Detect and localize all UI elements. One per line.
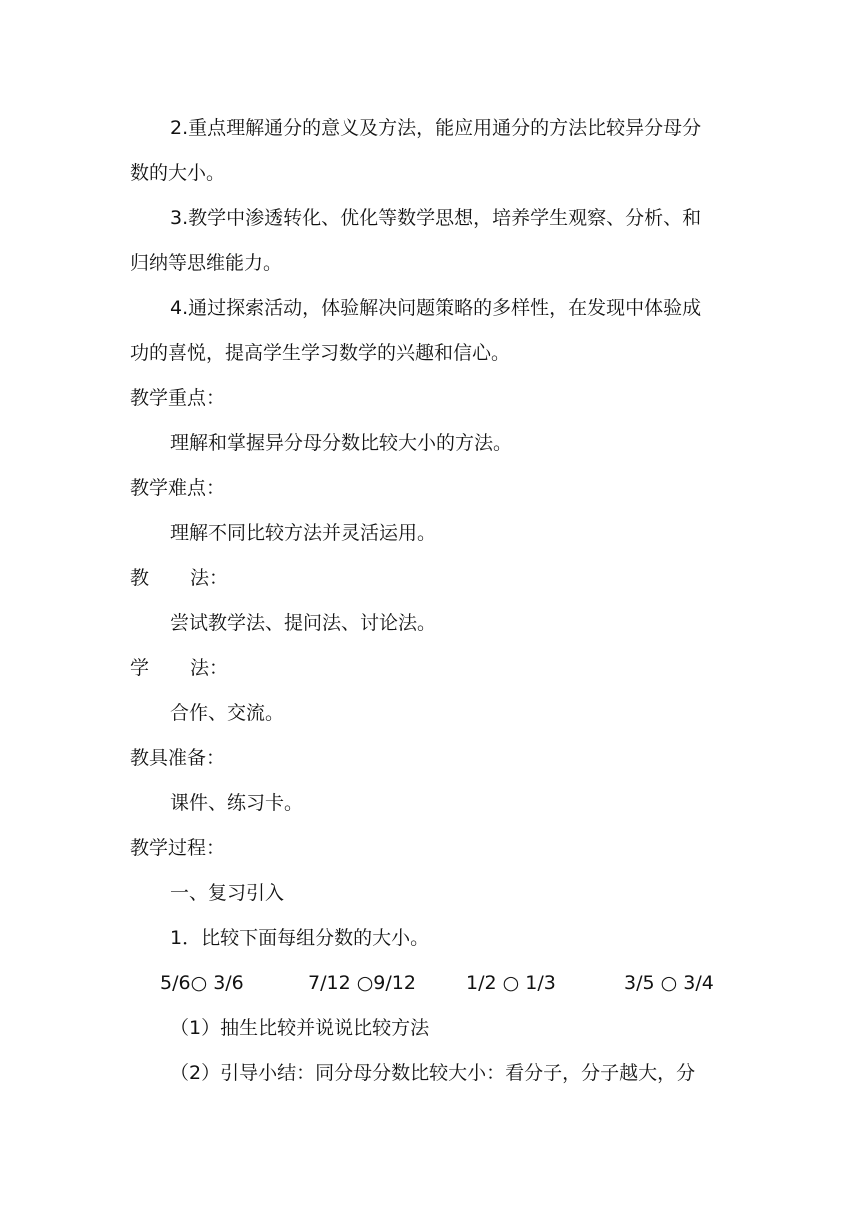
objective-4-line-2: 功的喜悦，提高学生学习数学的兴趣和信心。 [130,342,511,364]
objective-3-line-2: 归纳等思维能力。 [130,252,283,274]
fraction-pair-2: 7/12 ○9/12 [308,972,416,994]
learning-method-label-char: 学 [130,657,150,679]
learning-method-text: 合作、交流。 [170,702,285,724]
fraction-pair-4: 3/5 ○ 3/4 [624,972,714,994]
teaching-method-label-suffix: 法： [190,567,229,589]
process-label: 教学过程： [130,837,226,859]
fraction-pair-1: 5/6○ 3/6 [160,972,244,994]
item-1-text: 1．比较下面每组分数的大小。 [170,927,430,949]
fraction-pair-3: 1/2 ○ 1/3 [466,972,556,994]
tools-text: 课件、练习卡。 [170,792,304,814]
tools-label: 教具准备： [130,747,226,769]
teaching-method-label-char: 教 [130,567,150,589]
step-2-text: （2）引导小结：同分母分数比较大小：看分子，分子越大，分 [170,1062,696,1084]
objective-2-line-2: 数的大小。 [130,162,226,184]
objective-2-line-1: 2.重点理解通分的意义及方法，能应用通分的方法比较异分母分 [170,117,702,139]
step-1-text: （1）抽生比较并说说比较方法 [170,1017,430,1039]
learning-method-label-suffix: 法： [190,657,229,679]
objective-4-line-1: 4.通过探索活动，体验解决问题策略的多样性，在发现中体验成 [170,297,702,319]
teaching-method-text: 尝试教学法、提问法、讨论法。 [170,612,437,634]
section-1-heading: 一、复习引入 [170,882,285,904]
difficulty-label: 教学难点： [130,477,226,499]
key-point-label: 教学重点： [130,387,226,409]
difficulty-text: 理解不同比较方法并灵活运用。 [170,522,437,544]
key-point-text: 理解和掌握异分母分数比较大小的方法。 [170,432,513,454]
objective-3-line-1: 3.教学中渗透转化、优化等数学思想，培养学生观察、分析、和 [170,207,702,229]
